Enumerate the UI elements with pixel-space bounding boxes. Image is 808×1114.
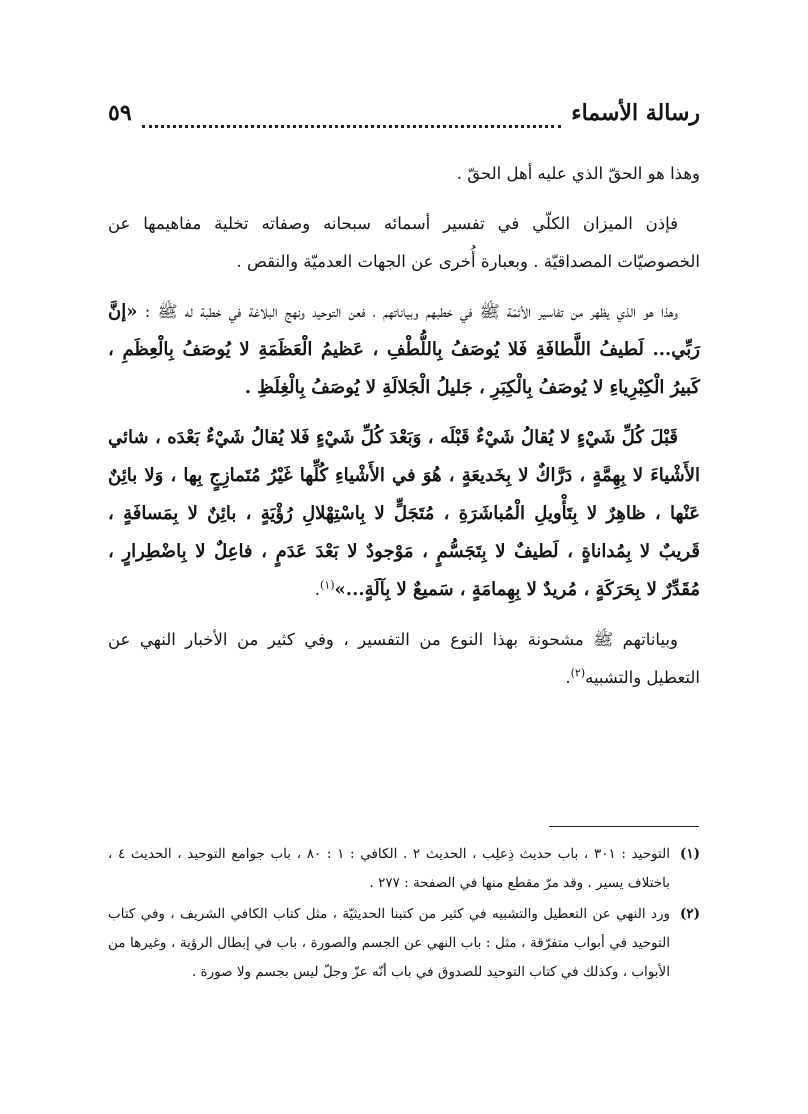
paragraph-3-intro: وهذا هو الذي يظهر من تفاسير الأئمّة ﷺ في خطبهم وبياناتهم ، فعن التوحيد ونهج البلاغة في خطبة له ﷺ :: [144, 302, 679, 321]
paragraph-3: [108, 293, 700, 407]
header-title: رسالة الأسماء: [571, 100, 700, 126]
footnote-separator: [549, 826, 699, 827]
footnote-1-text: التوحيد : ٣٠١ ، باب حديث ذِعلِب ، الحديث ٢ . الكافي : ١ : ٨٠ ، باب جوامع التوحيد ، الحديث ٤ ، باختلاف يسير . وقد مرّ مقطع منها في الصفحة : ٢٧٧ .: [108, 846, 670, 891]
paragraph-2-text: فإذن الميزان الكلّي في تفسير أسمائه سبحانه وصفاته تخلية مفاهيمها عن الخصوصيّات المصداقيّة . وبعبارة أُخرى عن الجهات العدميّة والنقص .: [108, 214, 700, 271]
page-number: ٥٩: [108, 100, 132, 126]
paragraph-5-end: .: [565, 668, 571, 687]
footnote-1-number: (١): [679, 846, 700, 862]
footnotes: [108, 840, 700, 989]
footnote-ref-2[interactable]: (٢): [570, 666, 586, 680]
footnote-2-text: ورد النهي عن التعطيل والتشبيه في كثير من كتبنا الحديثيّة ، مثل كتاب الكافي الشريف ، وفي كتاب التوحيد في أبواب متفرّقة ، مثل : باب النهي عن الجسم والصورة ، باب في إبطال الرؤية ، وغيرها من الأبواب ، وكذلك في كتاب التوحيد للصدوق في باب أنّه عزّ وجلّ ليس بجسم ولا صورة .: [108, 906, 670, 980]
paragraph-4: [108, 419, 700, 609]
running-header: [108, 100, 700, 140]
header-dot-leader: [142, 113, 562, 128]
footnote-ref-1[interactable]: (١): [320, 578, 335, 592]
footnote-1: [108, 840, 700, 898]
paragraph-3-quote: «إنَّ رَبِّي... لَطيفُ اللَّطافَةِ فَلا يُوصَفُ بِاللُّطْفِ ، عَظيمُ الْعَظَمَةِ لا يُوصَفُ بِالْعِظَمِ ، كَبيرُ الْكِبْرِياءِ لا يُوصَفُ بِالْكِبَرِ ، جَليلُ الْجَلالَةِ لا يُوصَفُ بِالْغِلَظِ .: [108, 301, 700, 398]
paragraph-5-text: وبياناتهم ﷺ مشحونة بهذا النوع من التفسير ، وفي كثير من الأخبار النهي عن التعطيل والتشبيه: [108, 630, 700, 687]
footnote-2: [108, 900, 700, 987]
main-text: [108, 155, 700, 709]
paragraph-1: [108, 155, 700, 193]
paragraph-4-quote: قَبْلَ كُلِّ شَيْءٍ لا يُقالُ شَيْءٌ قَبْلَه ، وَبَعْدَ كُلِّ شَيْءٍ فَلا يُقالُ شَيْءٌ بَعْدَه ، شائي الأَشْياءَ لا بِهِمَّةٍ ، دَرَّاكٌ لا بِخَديعَةٍ ، هُوَ في الأَشْياءِ كُلِّها غَيْرُ مُتَمازِجٍ بِها ، وَلا بائِنٌ عَنْها ، ظاهِرٌ لا بِتَأْويلِ الْمُباشَرَةِ ، مُتَجَلٍّ لا بِاسْتِهْلالِ رُؤْيَةٍ ، بائِنٌ لا بِمَسافَةٍ ، قَريبٌ لا بِمُداناةٍ ، لَطيفٌ لا بِتَجَسُّمٍ ، مَوْجودٌ لا بَعْدَ عَدَمٍ ، فاعِلٌ لا بِاضْطِرارٍ ، مُقَدِّرٌ لا بِحَرَكَةٍ ، مُريدٌ لا بِهِمامَةٍ ، سَميعٌ لا بِآلَةٍ...»: [108, 427, 700, 600]
paragraph-1-text: وهذا هو الحقّ الذي عليه أهل الحقّ .: [456, 164, 700, 183]
paragraph-4-end: .: [314, 580, 321, 599]
paragraph-2: [108, 205, 700, 281]
paragraph-5: [108, 621, 700, 697]
footnote-2-number: (٢): [679, 906, 700, 922]
